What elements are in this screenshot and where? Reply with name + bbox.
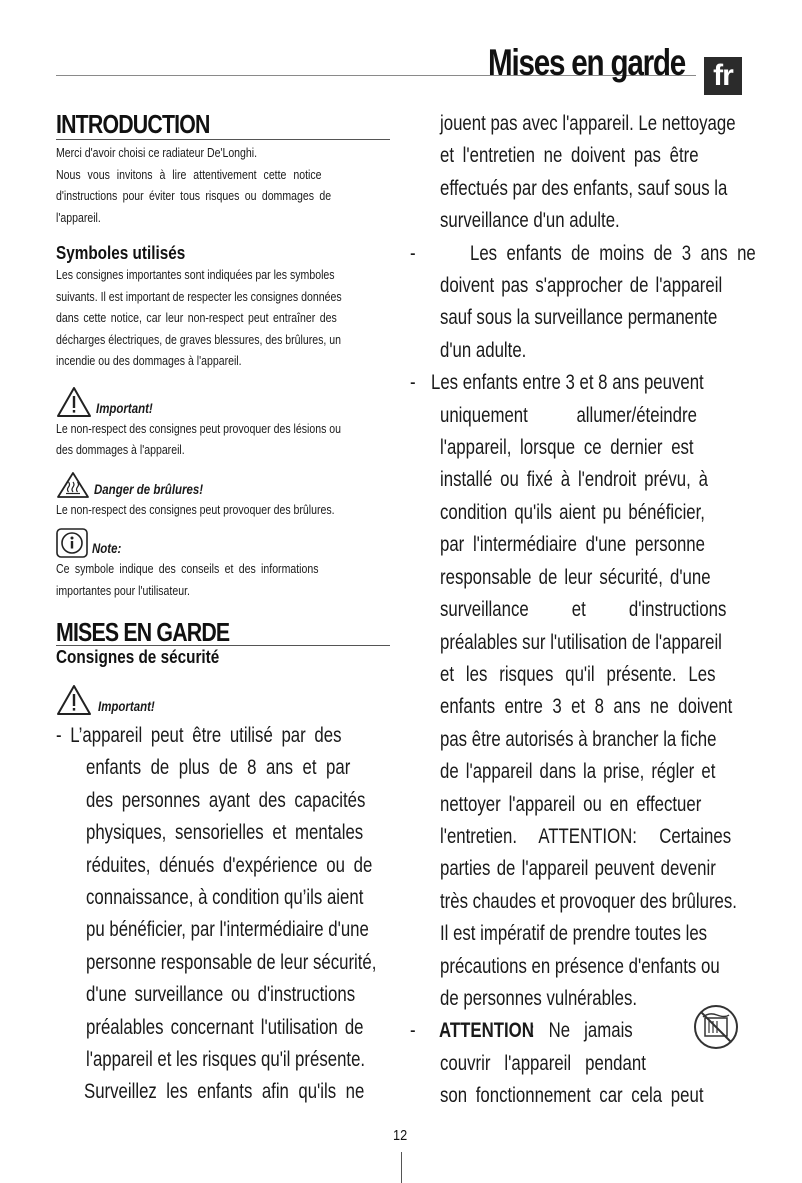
warning-paragraph-left: - L’appareil peut être utilisé par des enfants de plus de 8 ans et par des personnes ayant des capacités physiques, sensorielles et mentales réduites, dénués d'expérience ou de connaissance, à condition qu’ils aient pu bénéficier, par l'intermédiaire d'une personne responsable de leur sécurité, d'une surveillance ou d'instructions préalables concernant l'utilisation de l'appareil et les risques qu'il présente. Surveillez les enfants afin qu'ils ne bbox=[56, 724, 377, 1104]
hot-surface-icon bbox=[56, 471, 90, 499]
page-number: 12 bbox=[393, 1127, 408, 1144]
symbols-text: Les consignes importantes sont indiquées par les symboles suivants. Il est important de respecter les consignes données dans cette notice, car leur non-respect peut entraîner des décharges électriques, de graves blessures, des brûlures, un incendie ou des dommages à l'appareil. bbox=[56, 267, 342, 368]
warning-triangle-icon bbox=[56, 386, 92, 418]
info-icon bbox=[56, 528, 88, 558]
right-column: jouent pas avec l'appareil. Le nettoyage et l'entretien ne doivent pas être effectués par des enfants, sauf sous la surveillance d'un adulte. - Les enfants de moins de 3 ans ne doivent pas s'approcher de l'appareil sauf sous la surveillance permanente d'un adulte. - Les enfants entre 3 et 8 ans peuvent uniquement allumer/éteindre l'appareil, lorsque ce dernier est installé ou fixé à l'endroit prévu, à condition qu'ils aient pu bénéficier, par l'intermédiaire d'une personne responsable de leur sécurité, d'une surveillance et d'instructions préalables sur l'utilisation de l'appareil et les risques qu'il présente. Les enfants entre 3 et 8 ans ne doivent pas être autorisés à brancher la fiche de l'appareil dans la prise, régler et nettoyer l'appareil ou en effectuer l'entretien. ATTENTION: Certaines parties de l'appareil peuvent devenir très chaudes et provoquer des brûlures. Il est impératif de prendre toutes les précautions en présence d'enfants ou de personnes vulnérables. - ATTENTION: Ne jamais couvrir l'appareil pendant son fonctionnement car cela peut bbox=[410, 112, 756, 1108]
note-symbol-row bbox=[56, 526, 390, 558]
symbols-heading: Symboles utilisés bbox=[56, 243, 186, 263]
do-not-cover-icon bbox=[692, 1003, 740, 1056]
note-label: Note: bbox=[92, 540, 122, 556]
important-label: Important! bbox=[96, 399, 153, 416]
important-label-2: Important! bbox=[98, 698, 155, 714]
introduction-heading: INTRODUCTION bbox=[56, 110, 390, 140]
burn-danger-text: Le non-respect des consignes peut provoquer des brûlures. bbox=[56, 501, 335, 517]
important-symbol-row-2 bbox=[56, 682, 390, 716]
left-column bbox=[56, 110, 390, 1109]
warnings-heading: MISES EN GARDE bbox=[56, 619, 390, 646]
footer-rule bbox=[401, 1152, 402, 1183]
important-symbol-row bbox=[56, 382, 390, 418]
page-title: Mises en garde bbox=[488, 42, 686, 83]
language-badge: fr bbox=[704, 57, 742, 95]
introduction-text: Merci d'avoir choisi ce radiateur De'Longhi. Nous vous invitons à lire attentivement cette notice d'instructions pour éviter tous risques ou dommages de l'appareil. bbox=[56, 145, 332, 225]
burn-danger-label: Danger de brûlures! bbox=[94, 480, 204, 497]
note-text: Ce symbole indique des conseils et des informations importantes pour l'utilisateur. bbox=[56, 561, 319, 598]
important-text: Le non-respect des consignes peut provoquer des lésions ou des dommages à l'appareil. bbox=[56, 420, 342, 457]
burn-symbol-row bbox=[56, 469, 390, 499]
warning-triangle-icon bbox=[56, 684, 92, 716]
safety-subheading: Consignes de sécurité bbox=[56, 647, 220, 667]
